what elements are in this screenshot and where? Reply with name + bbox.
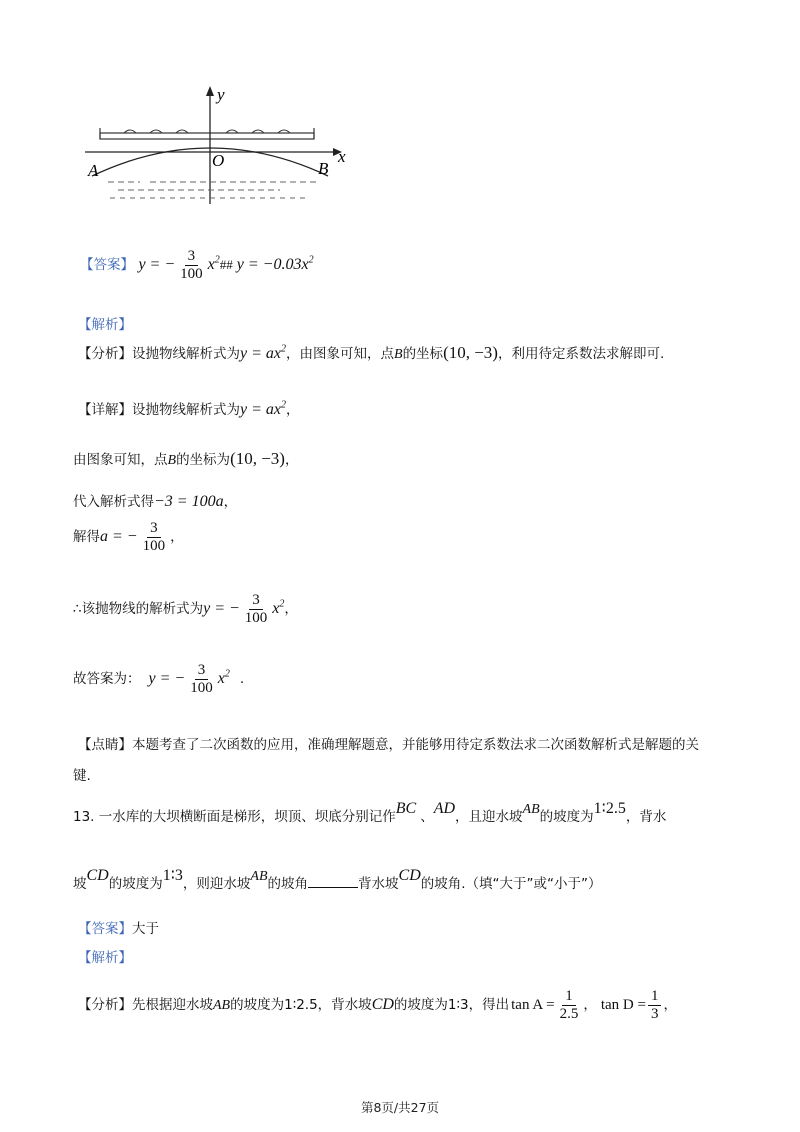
answer-num: 3 xyxy=(185,248,199,266)
line3-eq: −3 = 100a xyxy=(154,493,224,510)
label-x: x xyxy=(338,147,346,166)
fenxi-text-3: 的坐标 xyxy=(402,346,444,362)
q13-stem-line-1 xyxy=(73,800,667,826)
q13-ab: AB xyxy=(522,802,540,817)
q13-stem-a: 13. 一水库的大坝横断面是梯形，坝顶、坝底分别记作 xyxy=(73,809,396,825)
q12-dianjing-line-2: 键. xyxy=(73,768,91,784)
answer-tag: 【答案】 xyxy=(80,257,134,274)
q12-line-4 xyxy=(73,520,184,555)
fenxi-text-4: ，利用待定系数法求解即可. xyxy=(497,346,665,362)
q13-stem-d: ，背水 xyxy=(625,809,667,825)
q13-bc: BC xyxy=(395,800,417,817)
line2-point: B xyxy=(167,453,177,468)
answer-fraction xyxy=(177,248,206,283)
q13-ratio-1: 1∶2.5 xyxy=(593,800,626,817)
q13-fenxi-tag: 【分析】 xyxy=(78,996,132,1013)
q13-ad: AD xyxy=(433,800,456,817)
q13-fx-2: 的坡度为1∶2.5，背水坡 xyxy=(230,996,372,1013)
answer-sep: ## xyxy=(219,257,233,273)
q12-line-3 xyxy=(73,490,237,511)
line4-comma: ， xyxy=(170,529,184,546)
q13-cd-2: CD xyxy=(398,867,421,884)
q13-stem-line-2 xyxy=(73,867,602,893)
xiangjie-eq: $y = ax^2$ xyxy=(240,399,286,418)
q13-answer-tag: 【答案】 xyxy=(78,921,132,937)
answer-x: x xyxy=(207,256,215,274)
fenxi-text-1: 设抛物线解析式为 xyxy=(132,346,240,362)
fenxi-eq: $y = ax^2$ xyxy=(240,343,286,362)
q13-stem-i: 背水坡 xyxy=(358,876,399,892)
line2-coord: (10, −3) xyxy=(230,449,285,468)
label-o: O xyxy=(212,151,225,170)
q13-stem-b: ，且迎水坡 xyxy=(455,809,523,825)
q13-fx-end: ， xyxy=(663,996,677,1013)
line6-eq: y = − $\frac{3}{100}$ $x^2$ xyxy=(148,662,230,696)
answer-den: 100 xyxy=(180,266,203,282)
q12-line-6 xyxy=(73,662,244,697)
q13-stem-j: 的坡角.（填“大于”或“小于”） xyxy=(420,876,602,892)
q13-fx-1: 先根据迎水坡 xyxy=(132,996,213,1013)
dianjing-text-1: 本题考查了二次函数的应用，准确理解题意，并能够用待定系数法求二次函数解析式是解题的关 xyxy=(132,737,699,753)
q13-stem-h: 的坡角 xyxy=(267,876,309,892)
label-y: y xyxy=(217,85,225,104)
q13-tand: tan D = $\frac{1}{3}$ xyxy=(601,997,664,1013)
xiangjie-tag: 【详解】 xyxy=(78,402,132,418)
q12-line-5 xyxy=(73,592,298,627)
y-axis-arrow xyxy=(206,86,214,96)
parabola-bridge-figure xyxy=(80,80,360,210)
line6-text: 故答案为： xyxy=(73,671,141,688)
q13-fx-ab: AB xyxy=(213,997,231,1013)
q13-stem-f: 的坡度为 xyxy=(108,876,163,892)
line2-comma: ， xyxy=(284,452,299,468)
water-lines xyxy=(108,182,320,198)
line6-end: . xyxy=(239,671,245,688)
answer-blank[interactable] xyxy=(308,875,358,888)
answer-pow: 2 xyxy=(214,254,220,266)
q12-analysis-tag: 【解析】 xyxy=(78,317,132,333)
dianjing-tag: 【点睛】 xyxy=(78,737,132,753)
fenxi-text-2: ，由图象可知，点 xyxy=(286,346,394,362)
line4-eq: a = − $\frac{3}{100}$ xyxy=(100,520,166,554)
q13-analysis-tag: 【解析】 xyxy=(78,950,132,966)
answer-alt-pow: 2 xyxy=(308,254,314,266)
q13-stem-e: 坡 xyxy=(73,876,87,892)
xiangjie-comma: ， xyxy=(286,402,300,418)
q13-ab-2: AB xyxy=(250,869,268,884)
line4-text: 解得 xyxy=(73,529,100,546)
line2-text-1: 由图象可知，点 xyxy=(73,452,168,468)
fenxi-coord: (10, −3) xyxy=(443,343,498,362)
label-b: B xyxy=(318,159,329,178)
line2-text-2: 的坐标为 xyxy=(176,452,231,468)
line5-comma: ， xyxy=(284,601,298,618)
fenxi-point: B xyxy=(394,347,403,362)
answer-equation xyxy=(138,248,314,282)
line3-comma: ， xyxy=(223,494,238,510)
xiangjie-text-1: 设抛物线解析式为 xyxy=(132,402,240,418)
answer-alt: y = −0.03x xyxy=(236,256,309,274)
q13-stem-c: 的坡度为 xyxy=(539,809,594,825)
label-a: A xyxy=(88,161,99,180)
q13-fx-3: 的坡度为1∶3，得出 xyxy=(393,996,510,1013)
fenxi-tag: 【分析】 xyxy=(78,346,132,362)
line3-text: 代入解析式得 xyxy=(73,494,154,510)
q13-cd: CD xyxy=(86,867,109,884)
bridge-deck xyxy=(100,133,314,139)
q13-fx-comma: ， xyxy=(583,996,597,1013)
line5-eq: y = − $\frac{3}{100}$ $x^2$ xyxy=(203,592,285,626)
q12-fenxi-line xyxy=(78,342,664,363)
page-footer: 第8页/共27页 xyxy=(360,1100,440,1115)
q13-ratio-2: 1∶3 xyxy=(162,867,183,884)
q13-tana: tan A = $\frac{1}{2.5}$ xyxy=(511,988,579,1022)
q12-line-2 xyxy=(73,448,298,469)
q13-answer: 大于 xyxy=(132,921,159,937)
q13-fx-cd: CD xyxy=(371,995,394,1013)
q13-answer-line xyxy=(78,917,159,937)
answer-lhs: y = − xyxy=(138,256,176,274)
q13-fenxi-line xyxy=(78,988,677,1023)
q13-stem-g: ，则迎水坡 xyxy=(182,876,251,892)
q12-dianjing-line xyxy=(78,733,699,753)
q12-xiangjie-line xyxy=(78,398,300,419)
q13-dun: 、 xyxy=(420,809,434,825)
q12-answer-line xyxy=(80,248,314,283)
line5-text: ∴该抛物线的解析式为 xyxy=(73,601,204,618)
